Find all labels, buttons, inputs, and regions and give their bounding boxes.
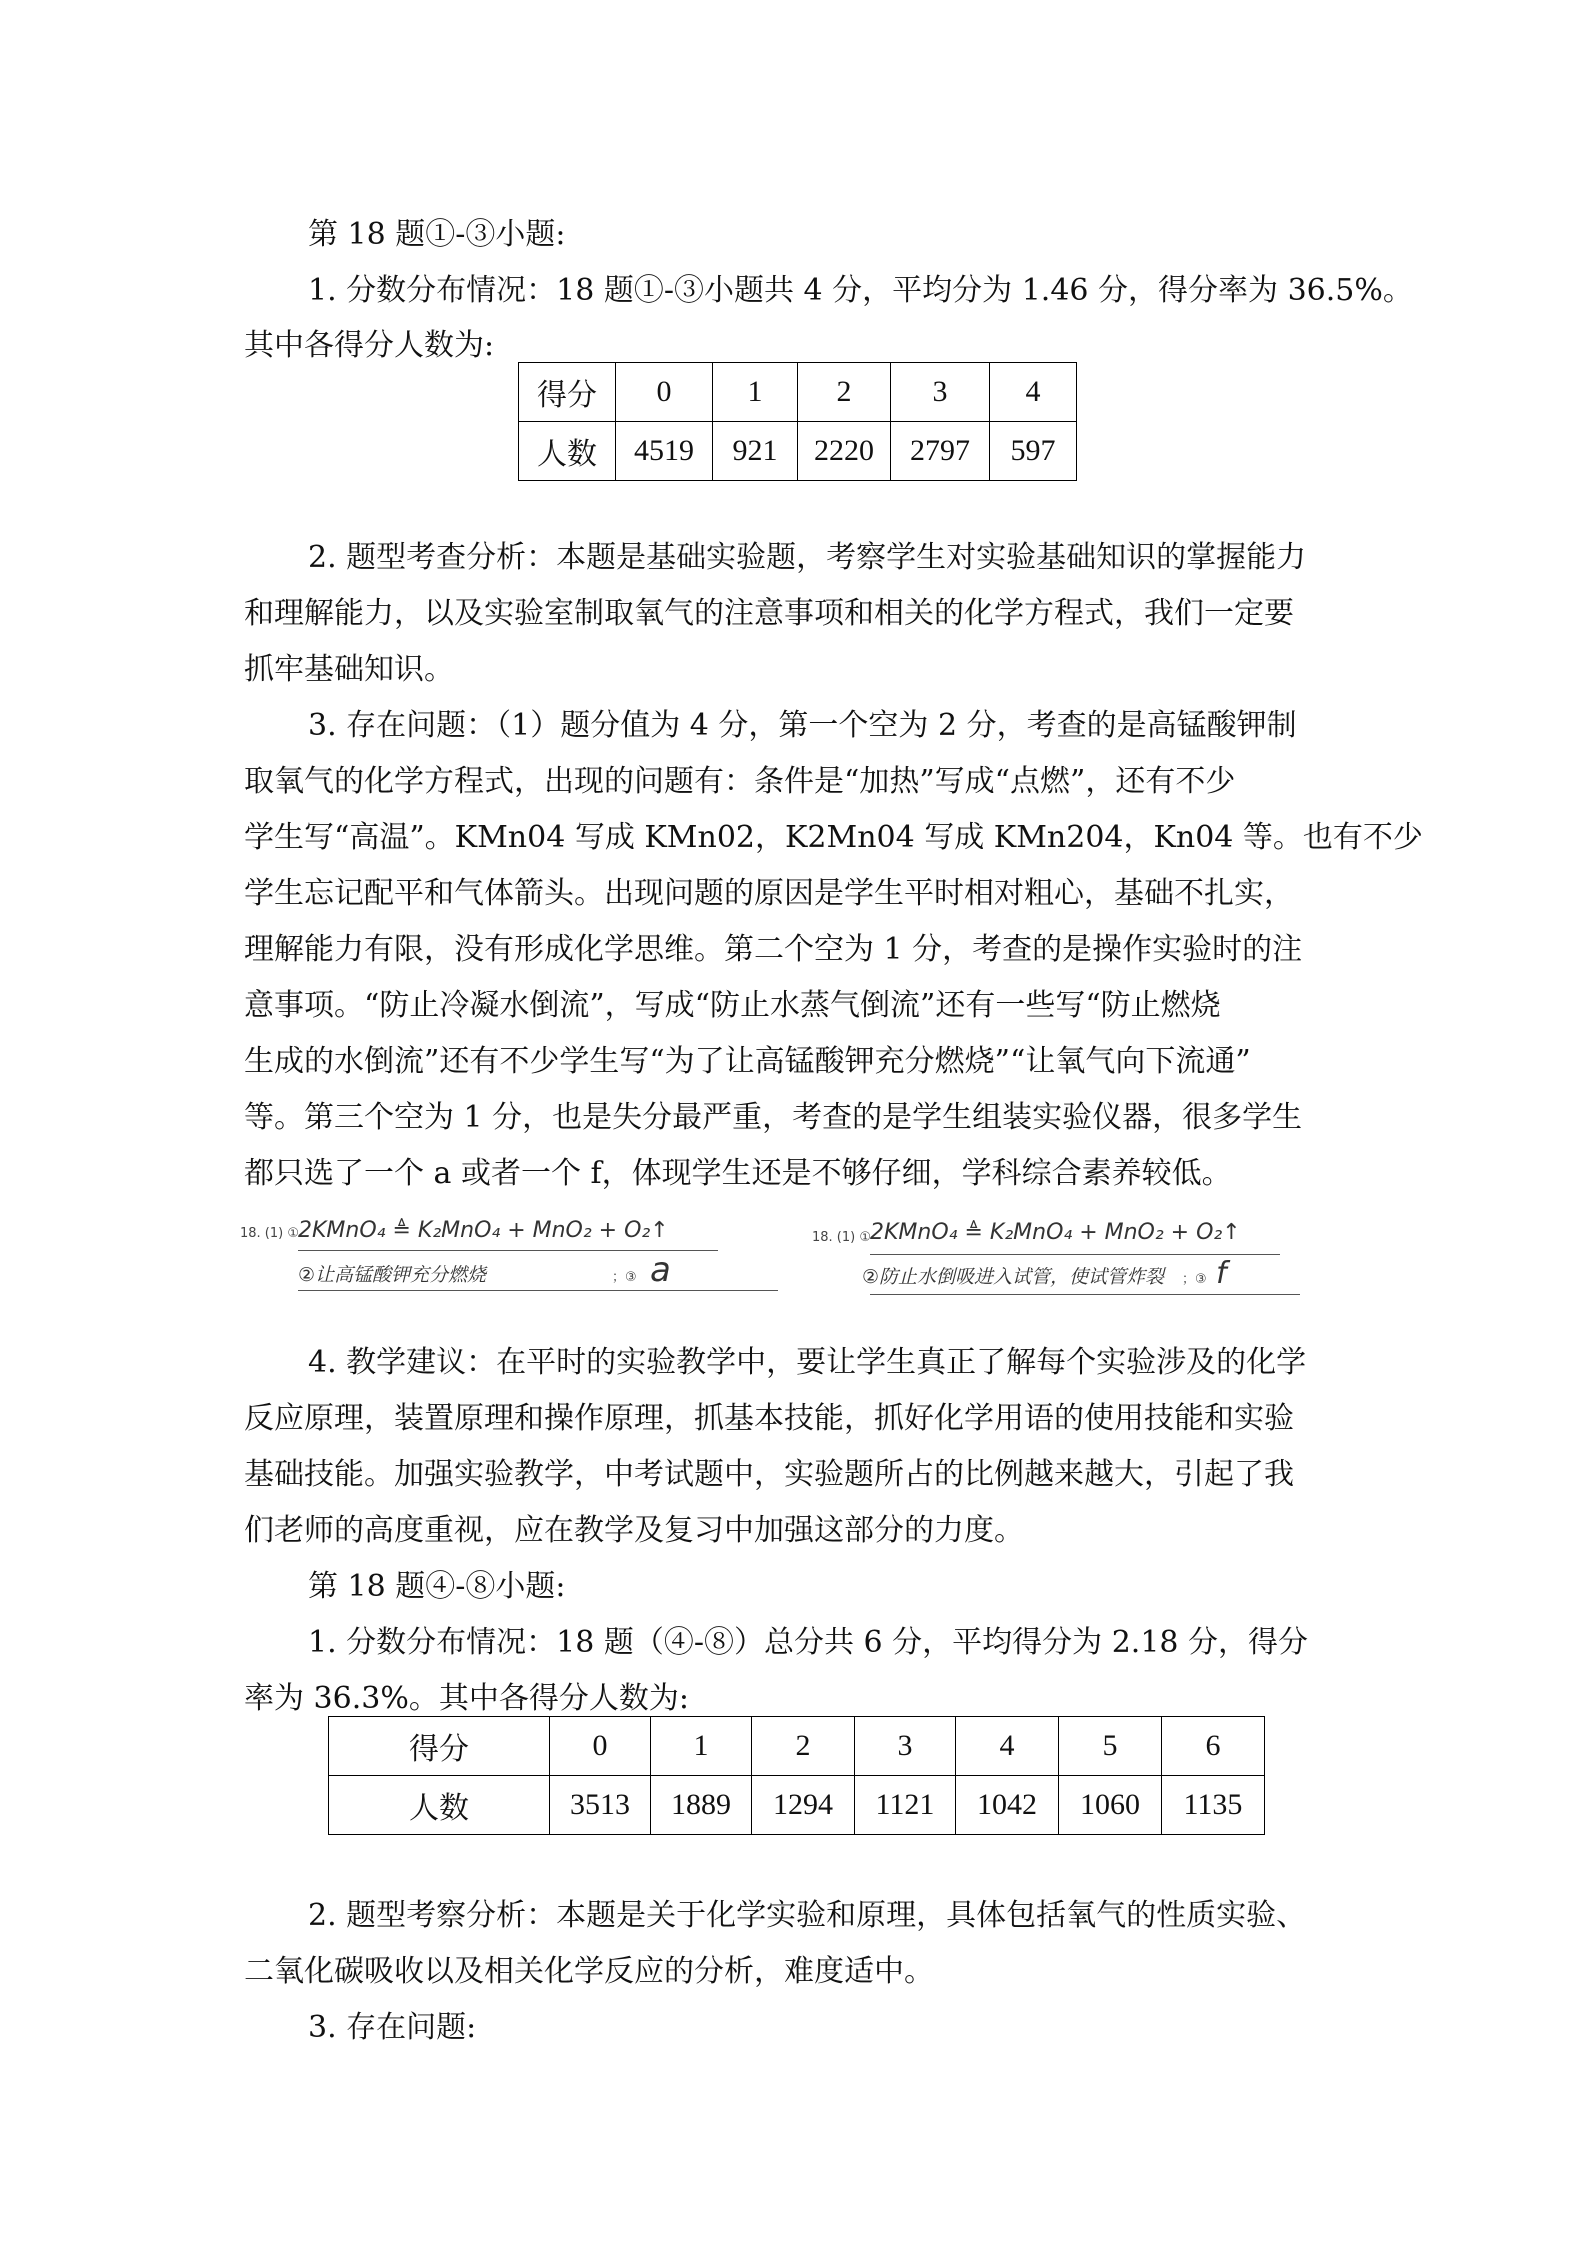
- scan-question-number: 18. (1) ①: [812, 1230, 872, 1245]
- table-cell: 1294: [752, 1776, 855, 1835]
- table-cell: 1: [651, 1717, 752, 1776]
- section1-p3-line7: 生成的水倒流”还有不少学生写“为了让高锰酸钾充分燃烧”“让氧气向下流通”: [244, 1044, 1251, 1079]
- table-row: [329, 1776, 1265, 1835]
- table-cell: 4: [956, 1717, 1059, 1776]
- table-cell: 1889: [651, 1776, 752, 1835]
- table-cell: 2: [752, 1717, 855, 1776]
- table-cell: 1060: [1059, 1776, 1162, 1835]
- table-cell: 0: [616, 363, 713, 422]
- section2-p1-line1: 1. 分数分布情况：18 题（④-⑧）总分共 6 分，平均得分为 2.18 分，得分: [308, 1625, 1309, 1660]
- table-cell: 921: [713, 422, 798, 481]
- section1-p3-line2: 取氧气的化学方程式，出现的问题有：条件是“加热”写成“点燃”，还有不少: [244, 764, 1236, 799]
- scan-answer-3: a: [650, 1250, 671, 1290]
- section2-p3-title: 3. 存在问题:: [308, 2010, 477, 2045]
- section1-p3-line1: 3. 存在问题：（1）题分值为 4 分，第一个空为 2 分，考查的是高锰酸钾制: [308, 708, 1297, 743]
- scan-answer-3-label: ；③: [612, 1270, 637, 1285]
- section1-title: 第 18 题①-③小题:: [308, 217, 566, 252]
- section1-p3-line3: 学生写“高温”。KMn04 写成 KMn02，K2Mn04 写成 KMn204，Kn04 等。也有不少: [244, 820, 1423, 855]
- table-cell: 3: [855, 1717, 956, 1776]
- scan-answer-3-label: ；③: [1182, 1272, 1207, 1287]
- table-row: [329, 1717, 1265, 1776]
- table-row: [519, 363, 1077, 422]
- table-cell: 4: [990, 363, 1077, 422]
- section1-p3-line6: 意事项。“防止冷凝水倒流”，写成“防止水蒸气倒流”还有一些写“防止燃烧: [244, 988, 1221, 1023]
- section1-p4-line3: 基础技能。加强实验教学，中考试题中，实验题所占的比例越来越大，引起了我: [244, 1457, 1294, 1492]
- table-cell: 0: [550, 1717, 651, 1776]
- scan-question-number: 18. (1) ①: [240, 1226, 300, 1241]
- section1-p3-line9: 都只选了一个 a 或者一个 f，体现学生还是不够仔细，学科综合素养较低。: [244, 1156, 1232, 1191]
- table-cell: 4519: [616, 422, 713, 481]
- table-cell: 1135: [1162, 1776, 1265, 1835]
- table-cell: 2: [798, 363, 891, 422]
- scan-answer-3: f: [1216, 1256, 1227, 1291]
- section2-p2-line1: 2. 题型考察分析：本题是关于化学实验和原理，具体包括氧气的性质实验、: [308, 1898, 1307, 1933]
- section1-p4-line2: 反应原理，装置原理和操作原理，抓基本技能，抓好化学用语的使用技能和实验: [244, 1401, 1294, 1436]
- row-header-score: 得分: [329, 1717, 550, 1776]
- table-cell: 2797: [891, 422, 990, 481]
- answer-line: [870, 1254, 1280, 1255]
- section1-p4-line1: 4. 教学建议：在平时的实验教学中，要让学生真正了解每个实验涉及的化学: [308, 1345, 1307, 1380]
- row-header-score: 得分: [519, 363, 616, 422]
- table-cell: 3513: [550, 1776, 651, 1835]
- scan-answer-2: ②让高锰酸钾充分燃烧: [298, 1264, 487, 1286]
- answer-line: [298, 1290, 778, 1291]
- section1-p3-line8: 等。第三个空为 1 分，也是失分最严重，考查的是学生组装实验仪器，很多学生: [244, 1100, 1303, 1135]
- scan-equation: 2KMnO₄ ≜ K₂MnO₄ + MnO₂ + O₂↑: [870, 1220, 1241, 1245]
- table-row: [519, 422, 1077, 481]
- table-cell: 1121: [855, 1776, 956, 1835]
- scan-equation: 2KMnO₄ ≜ K₂MnO₄ + MnO₂ + O₂↑: [298, 1218, 669, 1243]
- score-table-1: [518, 362, 1077, 481]
- section1-p3-line5: 理解能力有限，没有形成化学思维。第二个空为 1 分，考查的是操作实验时的注: [244, 932, 1303, 967]
- row-header-count: 人数: [519, 422, 616, 481]
- table-cell: 2220: [798, 422, 891, 481]
- section1-p2-line3: 抓牢基础知识。: [244, 652, 454, 687]
- section1-p4-line4: 们老师的高度重视，应在教学及复习中加强这部分的力度。: [244, 1513, 1024, 1548]
- table-cell: 1042: [956, 1776, 1059, 1835]
- student-answer-scan-right: [812, 1218, 1312, 1308]
- section1-p1-line1: 1. 分数分布情况：18 题①-③小题共 4 分，平均分为 1.46 分，得分率为 36.5%。: [308, 273, 1413, 308]
- table-cell: 5: [1059, 1717, 1162, 1776]
- scan-answer-2: ②防止水倒吸进入试管，使试管炸裂: [862, 1266, 1165, 1288]
- row-header-count: 人数: [329, 1776, 550, 1835]
- section1-p3-line4: 学生忘记配平和气体箭头。出现问题的原因是学生平时相对粗心，基础不扎实，: [244, 876, 1294, 911]
- table-cell: 6: [1162, 1717, 1265, 1776]
- table-cell: 3: [891, 363, 990, 422]
- section1-p2-line1: 2. 题型考查分析：本题是基础实验题，考察学生对实验基础知识的掌握能力: [308, 540, 1307, 575]
- section2-p2-line2: 二氧化碳吸收以及相关化学反应的分析，难度适中。: [244, 1954, 934, 1989]
- answer-line: [870, 1294, 1300, 1295]
- section1-p2-line2: 和理解能力，以及实验室制取氧气的注意事项和相关的化学方程式，我们一定要: [244, 596, 1294, 631]
- score-table-2: [328, 1716, 1265, 1835]
- table-cell: 1: [713, 363, 798, 422]
- section2-p1-line2: 率为 36.3%。其中各得分人数为:: [244, 1681, 689, 1716]
- table-cell: 597: [990, 422, 1077, 481]
- section1-p1-line2: 其中各得分人数为:: [244, 328, 495, 363]
- section2-title: 第 18 题④-⑧小题:: [308, 1569, 566, 1604]
- student-answer-scan-left: [240, 1218, 800, 1308]
